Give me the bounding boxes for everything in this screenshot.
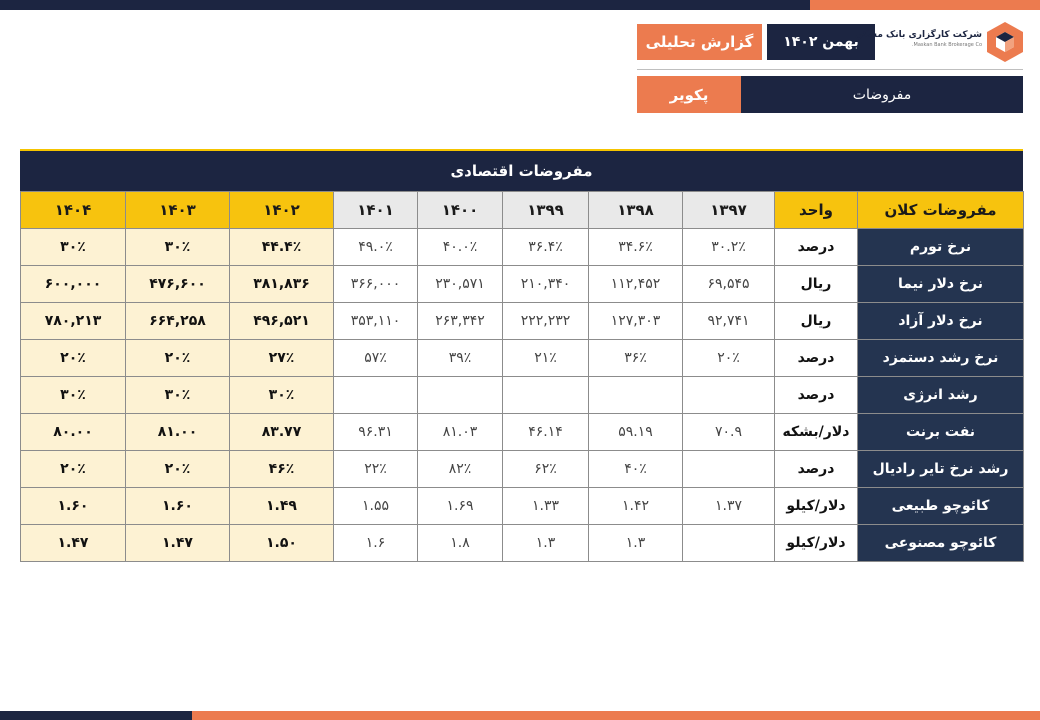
unit-cell: دلار/بشکه [775,414,858,451]
assumptions-grid [20,191,1024,562]
bottom-bar-navy [0,711,192,720]
logo-text [855,30,982,48]
historical-cell: ۵۷٪ [334,340,418,377]
unit-cell: ریال [775,303,858,340]
historical-cell: ۲۱۰,۳۴۰ [503,266,589,303]
historical-cell: ۳۶٪ [589,340,683,377]
report-type-badge: گزارش تحلیلی [637,24,762,60]
top-bar-navy [0,0,810,10]
historical-cell: ۳۶.۴٪ [503,229,589,266]
historical-cell: ۱.۳۳ [503,488,589,525]
unit-cell: دلار/کیلو [775,488,858,525]
unit-cell: درصد [775,340,858,377]
forecast-cell: ۴۶٪ [230,451,334,488]
forecast-cell: ۲۰٪ [21,451,126,488]
historical-cell: ۱.۶۹ [418,488,503,525]
historical-cell: ۳۹٪ [418,340,503,377]
table-row [21,303,1024,340]
historical-cell: ۲۶۳,۳۴۲ [418,303,503,340]
historical-cell [503,377,589,414]
col-header: ۱۴۰۱ [334,192,418,229]
historical-cell: ۱.۳ [589,525,683,562]
forecast-cell: ۳۰٪ [21,377,126,414]
forecast-cell: ۳۰٪ [21,229,126,266]
logo-cube-icon [984,20,1026,64]
unit-cell: درصد [775,451,858,488]
row-label: نرخ تورم [858,229,1024,266]
historical-cell: ۳۶۶,۰۰۰ [334,266,418,303]
table-row [21,266,1024,303]
forecast-cell: ۸۰.۰۰ [21,414,126,451]
historical-cell: ۱.۸ [418,525,503,562]
col-header: ۱۳۹۹ [503,192,589,229]
forecast-cell: ۳۰٪ [126,229,230,266]
historical-cell: ۳۵۳,۱۱۰ [334,303,418,340]
historical-cell: ۲۲٪ [334,451,418,488]
col-header: ۱۳۹۸ [589,192,683,229]
table-row [21,377,1024,414]
table-row [21,340,1024,377]
top-bar-orange [810,0,1040,10]
bottom-bar-orange [192,711,1040,720]
col-header: ۱۴۰۰ [418,192,503,229]
historical-cell: ۱.۵۵ [334,488,418,525]
row-label: نفت برنت [858,414,1024,451]
forecast-cell: ۳۰٪ [126,377,230,414]
historical-cell: ۲۲۲,۲۳۲ [503,303,589,340]
unit-cell: ریال [775,266,858,303]
logo-name: شرکت کارگزاری بانک مسکن [854,30,982,40]
historical-cell [589,377,683,414]
historical-cell: ۲۰٪ [683,340,775,377]
forecast-cell: ۴۴.۴٪ [230,229,334,266]
historical-cell: ۷۰.۹ [683,414,775,451]
historical-cell [683,451,775,488]
historical-cell: ۱.۳ [503,525,589,562]
col-header: ۱۴۰۴ [21,192,126,229]
forecast-cell: ۱.۶۰ [21,488,126,525]
historical-cell: ۸۲٪ [418,451,503,488]
forecast-cell: ۸۳.۷۷ [230,414,334,451]
company-logo [854,18,1030,66]
historical-cell: ۲۳۰,۵۷۱ [418,266,503,303]
forecast-cell: ۲۰٪ [126,451,230,488]
table-title: مفروضات اقتصادی [20,149,1023,191]
col-header: ۱۳۹۷ [683,192,775,229]
historical-cell [683,525,775,562]
row-label: رشد انرژی [858,377,1024,414]
historical-cell: ۱.۶ [334,525,418,562]
historical-cell: ۶۲٪ [503,451,589,488]
table-row [21,451,1024,488]
unit-cell: درصد [775,229,858,266]
historical-cell: ۴۶.۱۴ [503,414,589,451]
historical-cell: ۲۱٪ [503,340,589,377]
header-row [21,192,1024,229]
row-label: نرخ رشد دستمزد [858,340,1024,377]
topic-label: مفروضات [741,76,1023,113]
unit-cell: دلار/کیلو [775,525,858,562]
report-date-badge: بهمن ۱۴۰۲ [767,24,875,60]
historical-cell: ۱۲۷,۳۰۳ [589,303,683,340]
historical-cell: ۶۹,۵۴۵ [683,266,775,303]
row-label: رشد نرخ تایر رادیال [858,451,1024,488]
header-divider [637,69,1023,70]
col-header: مفروضات کلان [858,192,1024,229]
col-header: ۱۴۰۲ [230,192,334,229]
historical-cell: ۱.۴۲ [589,488,683,525]
forecast-cell: ۱.۶۰ [126,488,230,525]
col-header: واحد [775,192,858,229]
forecast-cell: ۱.۴۷ [21,525,126,562]
assumptions-table [20,149,1023,562]
historical-cell: ۱.۳۷ [683,488,775,525]
historical-cell [418,377,503,414]
forecast-cell: ۳۰٪ [230,377,334,414]
table-row [21,525,1024,562]
historical-cell [683,377,775,414]
historical-cell [334,377,418,414]
historical-cell: ۳۴.۶٪ [589,229,683,266]
forecast-cell: ۱.۴۷ [126,525,230,562]
row-label: نرخ دلار آزاد [858,303,1024,340]
historical-cell: ۹۲,۷۴۱ [683,303,775,340]
forecast-cell: ۲۰٪ [126,340,230,377]
row-label: نرخ دلار نیما [858,266,1024,303]
forecast-cell: ۶۶۴,۲۵۸ [126,303,230,340]
forecast-cell: ۲۷٪ [230,340,334,377]
table-row [21,229,1024,266]
logo-subtitle: Maskan Bank Brokerage Co. [911,42,982,48]
forecast-cell: ۲۰٪ [21,340,126,377]
company-badge: پکویر [637,76,741,113]
forecast-cell: ۱.۴۹ [230,488,334,525]
historical-cell: ۱۱۲,۴۵۲ [589,266,683,303]
row-label: کائوچو مصنوعی [858,525,1024,562]
table-body [21,229,1024,562]
historical-cell: ۳۰.۲٪ [683,229,775,266]
table-row [21,488,1024,525]
historical-cell: ۸۱.۰۳ [418,414,503,451]
historical-cell: ۵۹.۱۹ [589,414,683,451]
col-header: ۱۴۰۳ [126,192,230,229]
forecast-cell: ۴۹۶,۵۲۱ [230,303,334,340]
historical-cell: ۴۰٪ [589,451,683,488]
forecast-cell: ۴۷۶,۶۰۰ [126,266,230,303]
historical-cell: ۹۶.۳۱ [334,414,418,451]
forecast-cell: ۱.۵۰ [230,525,334,562]
unit-cell: درصد [775,377,858,414]
forecast-cell: ۸۱.۰۰ [126,414,230,451]
row-label: کائوچو طبیعی [858,488,1024,525]
forecast-cell: ۳۸۱,۸۳۶ [230,266,334,303]
table-row [21,414,1024,451]
historical-cell: ۴۹.۰٪ [334,229,418,266]
forecast-cell: ۷۸۰,۲۱۳ [21,303,126,340]
forecast-cell: ۶۰۰,۰۰۰ [21,266,126,303]
historical-cell: ۴۰.۰٪ [418,229,503,266]
